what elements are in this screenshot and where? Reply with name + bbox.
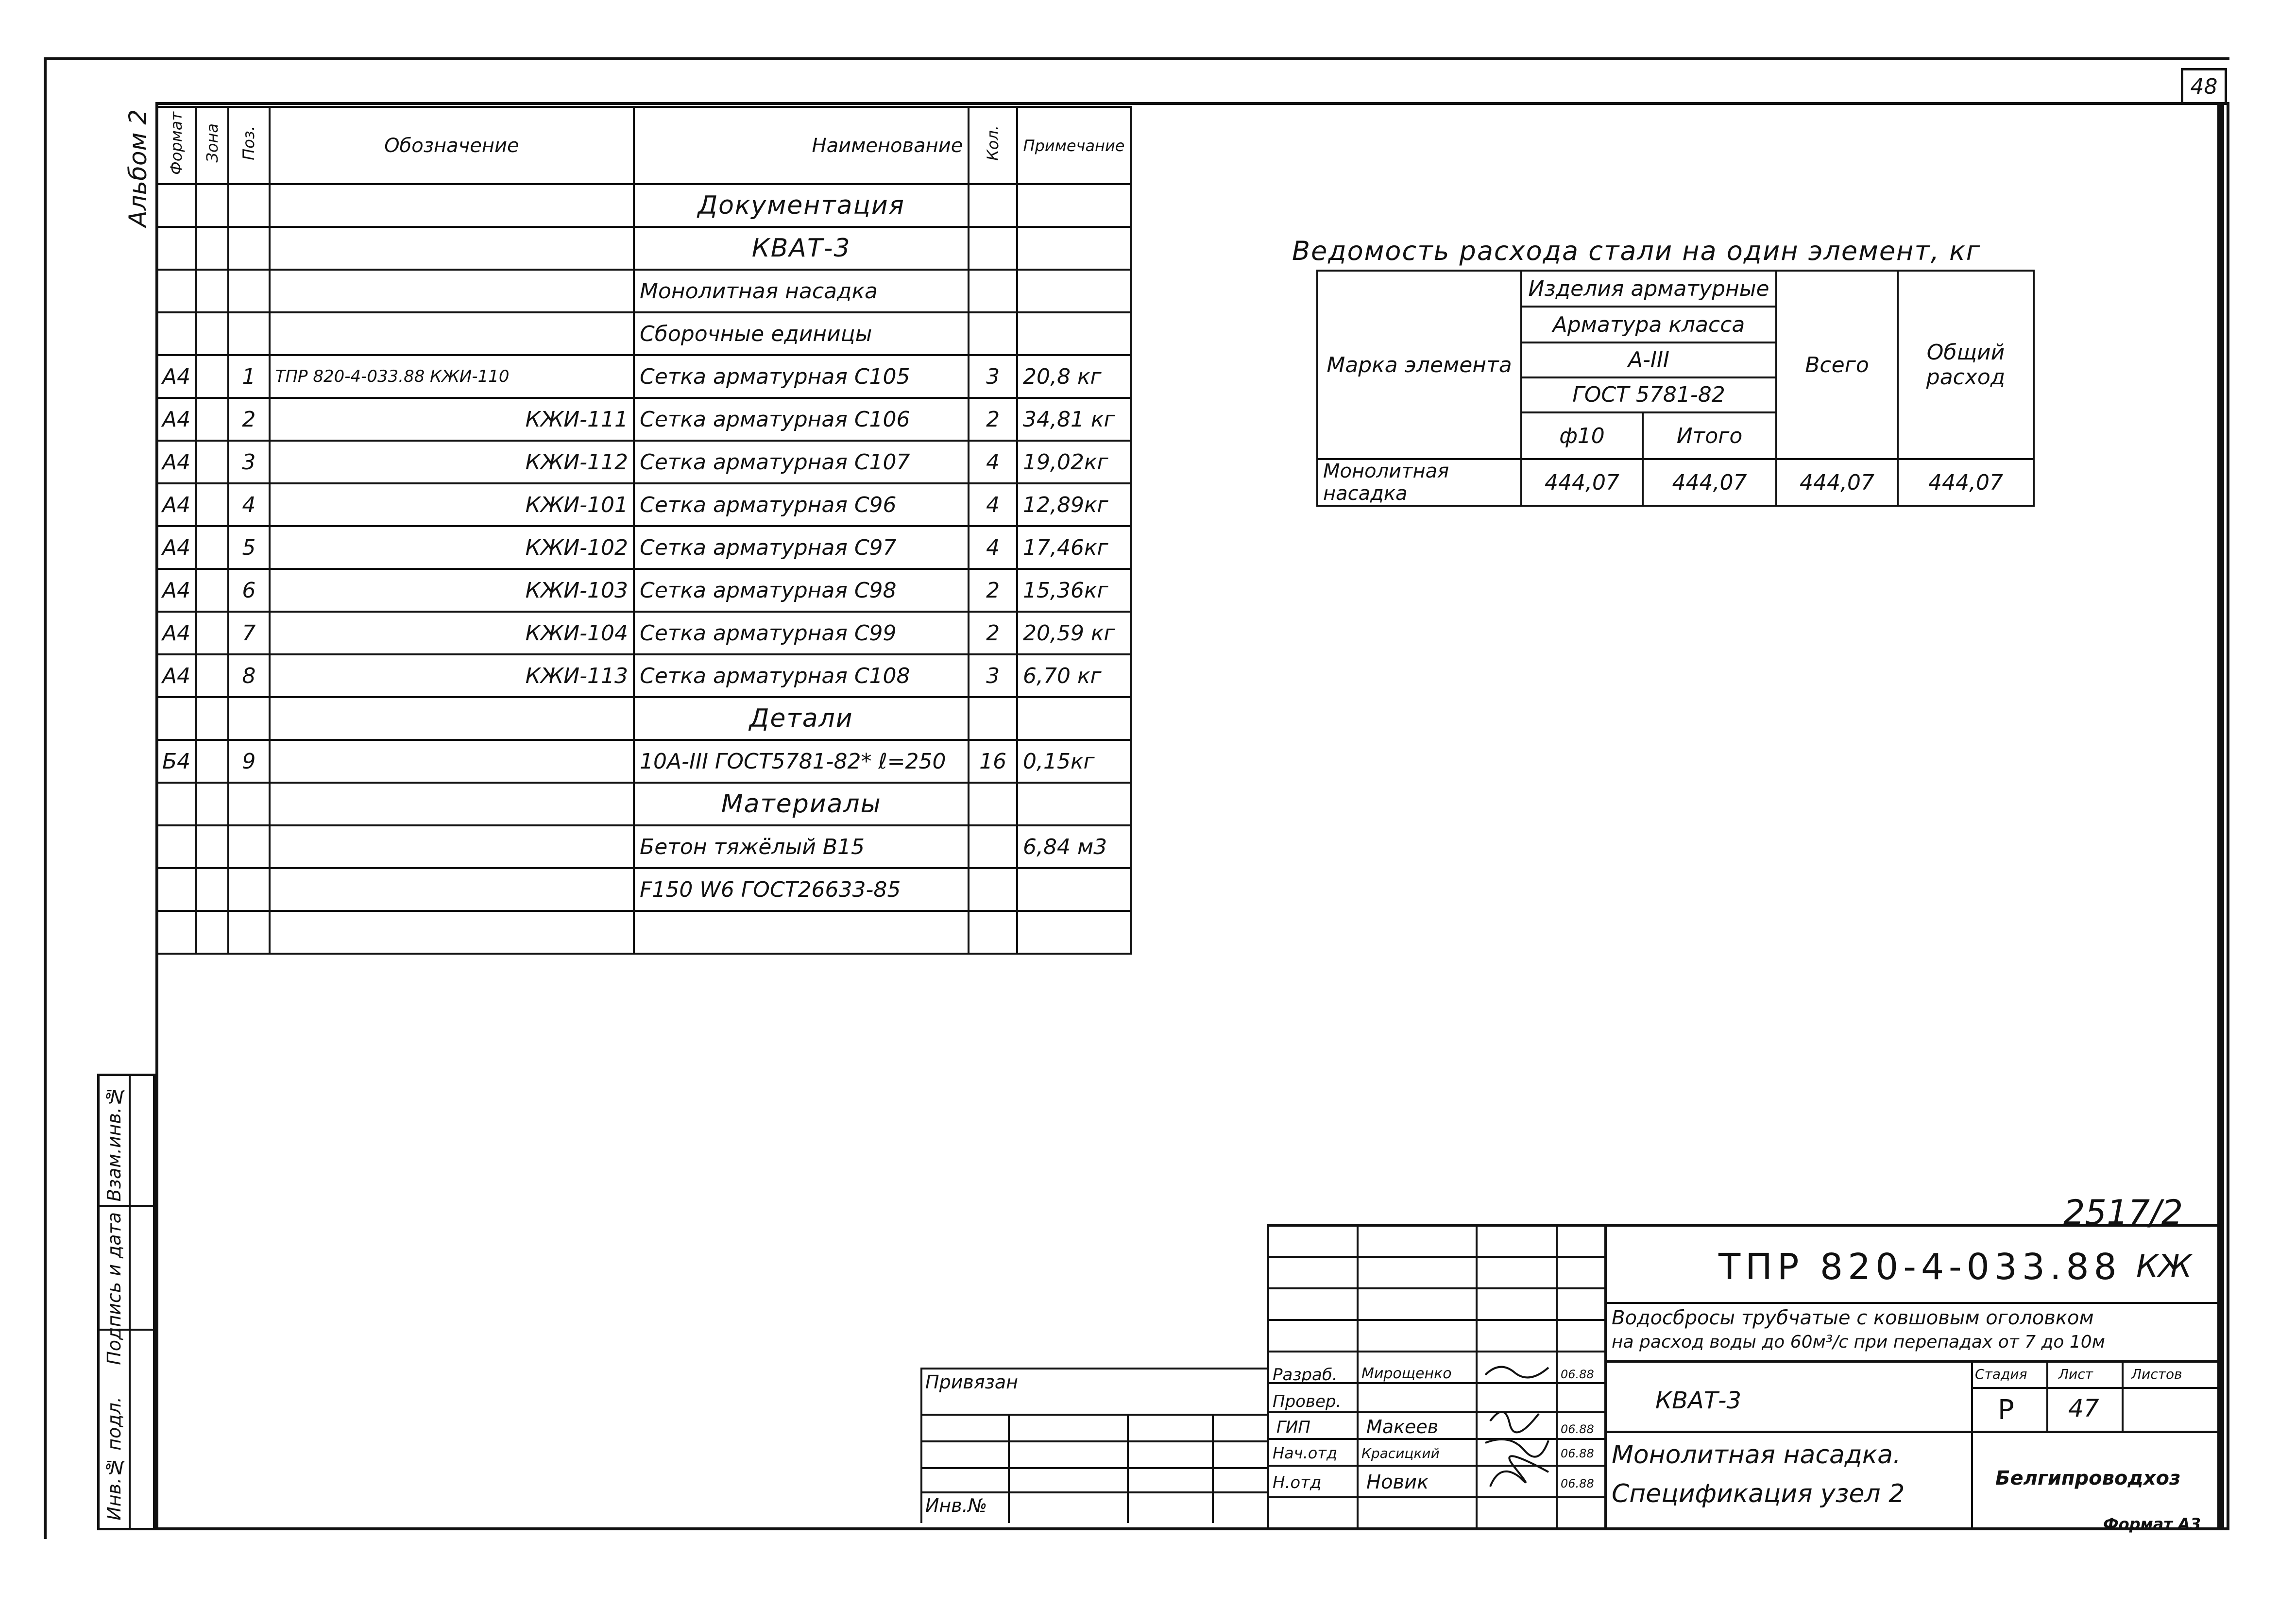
role-0: Разраб. <box>1273 1365 1338 1385</box>
spec-cell-pos: 5 <box>228 526 270 569</box>
spec-cell-qty <box>969 184 1017 227</box>
spec-cell-name: Сетка арматурная С108 <box>634 654 969 697</box>
frame-top-line <box>44 57 2229 60</box>
spec-row <box>156 270 1131 312</box>
role-1: Провер. <box>1273 1392 1342 1411</box>
inv-orig-label: Инв.№ подл. <box>103 1397 125 1521</box>
spec-cell-qty <box>969 911 1017 954</box>
spec-cell-pos: 8 <box>228 654 270 697</box>
spec-cell-note <box>1017 911 1131 954</box>
spec-cell-zone <box>196 868 228 911</box>
spec-cell-zone <box>196 270 228 312</box>
spec-cell-name: Сетка арматурная С96 <box>634 483 969 526</box>
spec-cell-zone <box>196 654 228 697</box>
spec-row <box>156 740 1131 783</box>
spec-cell-designation: КЖИ-111 <box>270 398 634 441</box>
spec-row <box>156 184 1131 227</box>
spec-cell-zone <box>196 184 228 227</box>
inv-no-label: Инв.№ <box>925 1495 987 1516</box>
spec-cell-pos: 9 <box>228 740 270 783</box>
spec-cell-qty <box>969 868 1017 911</box>
spec-cell-zone <box>196 483 228 526</box>
spec-cell-note <box>1017 312 1131 355</box>
name-0: Мирощенко <box>1361 1365 1452 1382</box>
spec-cell-zone <box>196 697 228 740</box>
spec-cell-note <box>1017 697 1131 740</box>
spec-cell-name: Сетка арматурная С98 <box>634 569 969 612</box>
doc-code: 2517/2 <box>2063 1193 2183 1232</box>
header-zone: Зона <box>196 107 228 184</box>
spec-cell-pos: 6 <box>228 569 270 612</box>
spec-cell-zone <box>196 312 228 355</box>
spec-cell-format: А4 <box>156 569 196 612</box>
spec-cell-zone <box>196 569 228 612</box>
album-label: Альбом 2 <box>124 109 152 227</box>
steel-row-overall: 444,07 <box>1898 459 2034 506</box>
steel-row-subtotal: 444,07 <box>1643 459 1776 506</box>
spec-cell-pos <box>228 227 270 270</box>
spec-cell-name: 10А-III ГОСТ5781-82* ℓ=250 <box>634 740 969 783</box>
spec-cell-qty: 2 <box>969 612 1017 654</box>
spec-cell-designation <box>270 911 634 954</box>
spec-cell-note <box>1017 270 1131 312</box>
spec-header-row <box>156 107 1131 184</box>
format-label: Формат А3 <box>2103 1515 2201 1533</box>
spec-row <box>156 355 1131 398</box>
spec-cell-note: 6,84 м3 <box>1017 825 1131 868</box>
sheets-label: Листов <box>2131 1366 2182 1382</box>
privyazan-label: Привязан <box>925 1371 1018 1393</box>
spec-cell-designation: КЖИ-101 <box>270 483 634 526</box>
spec-row <box>156 868 1131 911</box>
sheet-number: 48 <box>2181 68 2227 104</box>
spec-cell-name: Сетка арматурная С97 <box>634 526 969 569</box>
spec-cell-designation <box>270 740 634 783</box>
role-4: Н.отд <box>1273 1473 1322 1492</box>
spec-cell-zone <box>196 526 228 569</box>
date-4: 06.88 <box>1561 1477 1594 1490</box>
role-2: ГИП <box>1276 1418 1310 1437</box>
spec-cell-qty: 4 <box>969 526 1017 569</box>
spec-cell-name: Сборочные единицы <box>634 312 969 355</box>
sheet-label: Лист <box>2058 1366 2093 1382</box>
spec-row <box>156 569 1131 612</box>
spec-row <box>156 483 1131 526</box>
spec-cell-pos: 3 <box>228 441 270 483</box>
designation: ТПР 820-4-033.88 <box>1718 1246 2122 1288</box>
spec-cell-zone <box>196 441 228 483</box>
spec-row <box>156 654 1131 697</box>
spec-cell-qty <box>969 825 1017 868</box>
spec-cell-zone <box>196 783 228 825</box>
mark: КЖ <box>2136 1249 2192 1284</box>
sheet-value: 47 <box>2068 1394 2099 1422</box>
spec-cell-qty: 4 <box>969 483 1017 526</box>
spec-cell-designation <box>270 825 634 868</box>
spec-row <box>156 398 1131 441</box>
spec-cell-qty: 2 <box>969 569 1017 612</box>
steel-total-header: Всего <box>1776 271 1898 459</box>
date-2: 06.88 <box>1561 1422 1594 1436</box>
spec-cell-format: А4 <box>156 398 196 441</box>
spec-row <box>156 697 1131 740</box>
spec-cell-format: А4 <box>156 654 196 697</box>
left-margin-box <box>97 1074 155 1530</box>
spec-cell-pos <box>228 270 270 312</box>
spec-cell-format: Б4 <box>156 740 196 783</box>
spec-cell-name: Сетка арматурная С105 <box>634 355 969 398</box>
spec-cell-designation: КЖИ-104 <box>270 612 634 654</box>
steel-summary-title: Ведомость расхода стали на один элемент, кг <box>1292 236 1981 266</box>
header-name: Наименование <box>634 107 969 184</box>
spec-cell-format <box>156 911 196 954</box>
spec-cell-zone <box>196 612 228 654</box>
spec-cell-designation: КЖИ-102 <box>270 526 634 569</box>
date-3: 06.88 <box>1561 1447 1594 1460</box>
spec-cell-pos <box>228 825 270 868</box>
sheet-title-2: Спецификация узел 2 <box>1612 1479 1905 1508</box>
spec-cell-note: 34,81 кг <box>1017 398 1131 441</box>
spec-cell-name: Сетка арматурная С107 <box>634 441 969 483</box>
spec-cell-qty: 3 <box>969 654 1017 697</box>
spec-cell-note: 20,59 кг <box>1017 612 1131 654</box>
spec-cell-zone <box>196 227 228 270</box>
steel-mark-header: Марка элемента <box>1317 271 1521 459</box>
spec-cell-name: Монолитная насадка <box>634 270 969 312</box>
steel-products-header: Изделия арматурные <box>1521 271 1776 307</box>
spec-cell-note: 19,02кг <box>1017 441 1131 483</box>
spec-cell-note: 6,70 кг <box>1017 654 1131 697</box>
spec-row <box>156 825 1131 868</box>
header-designation: Обозначение <box>270 107 634 184</box>
spec-cell-qty <box>969 697 1017 740</box>
spec-cell-designation <box>270 227 634 270</box>
spec-cell-name: КВАТ-3 <box>634 227 969 270</box>
spec-cell-qty <box>969 312 1017 355</box>
spec-cell-qty <box>969 227 1017 270</box>
spec-cell-name: Детали <box>634 697 969 740</box>
spec-cell-format <box>156 868 196 911</box>
spec-cell-note <box>1017 868 1131 911</box>
spec-cell-format <box>156 227 196 270</box>
specification-table <box>155 106 1132 955</box>
spec-cell-designation: КЖИ-103 <box>270 569 634 612</box>
spec-cell-format <box>156 825 196 868</box>
spec-cell-note: 20,8 кг <box>1017 355 1131 398</box>
spec-cell-pos <box>228 868 270 911</box>
spec-cell-qty <box>969 270 1017 312</box>
spec-cell-designation <box>270 697 634 740</box>
spec-cell-pos <box>228 783 270 825</box>
spec-cell-designation <box>270 783 634 825</box>
spec-cell-name: Материалы <box>634 783 969 825</box>
spec-cell-note: 0,15кг <box>1017 740 1131 783</box>
spec-cell-pos: 4 <box>228 483 270 526</box>
steel-row-dia: 444,07 <box>1521 459 1643 506</box>
spec-row <box>156 911 1131 954</box>
spec-cell-format: А4 <box>156 612 196 654</box>
spec-cell-zone <box>196 825 228 868</box>
name-4: Новик <box>1366 1471 1429 1493</box>
project-title-1: Водосбросы трубчатые с ковшовым оголовком <box>1612 1307 2094 1329</box>
spec-cell-zone <box>196 740 228 783</box>
spec-cell-designation <box>270 270 634 312</box>
spec-cell-format: А4 <box>156 526 196 569</box>
spec-cell-name: F150 W6 ГОСТ26633-85 <box>634 868 969 911</box>
spec-cell-format <box>156 697 196 740</box>
spec-cell-format: А4 <box>156 483 196 526</box>
spec-row <box>156 783 1131 825</box>
spec-cell-name: Сетка арматурная С99 <box>634 612 969 654</box>
spec-cell-designation: КЖИ-113 <box>270 654 634 697</box>
sign-date-label: Подпись и дата <box>103 1212 125 1365</box>
spec-row <box>156 612 1131 654</box>
spec-cell-name: Документация <box>634 184 969 227</box>
steel-class-value: А-III ГОСТ 5781-82 <box>1521 342 1776 412</box>
spec-cell-format <box>156 312 196 355</box>
spec-cell-format <box>156 270 196 312</box>
spec-cell-note: 12,89кг <box>1017 483 1131 526</box>
spec-cell-designation <box>270 184 634 227</box>
inv-replace-label: Взам.инв.№ <box>103 1086 125 1202</box>
header-format: Формат <box>156 107 196 184</box>
steel-row-mark: Монолитная насадка <box>1317 459 1521 506</box>
spec-cell-designation: ТПР 820-4-033.88 КЖИ-110 <box>270 355 634 398</box>
spec-cell-pos <box>228 697 270 740</box>
stage-value: Р <box>1998 1394 2014 1426</box>
spec-cell-note: 15,36кг <box>1017 569 1131 612</box>
spec-cell-name: Бетон тяжёлый В15 <box>634 825 969 868</box>
spec-cell-designation: КЖИ-112 <box>270 441 634 483</box>
spec-cell-qty: 3 <box>969 355 1017 398</box>
steel-summary-table <box>1316 270 2035 507</box>
spec-cell-pos: 7 <box>228 612 270 654</box>
spec-cell-format <box>156 783 196 825</box>
spec-cell-zone <box>196 911 228 954</box>
header-pos: Поз. <box>228 107 270 184</box>
organization: Белгипроводхоз <box>1995 1467 2181 1489</box>
signatures-graphic <box>1480 1355 1553 1496</box>
spec-cell-format: А4 <box>156 441 196 483</box>
steel-data-row <box>1317 459 2034 506</box>
role-3: Нач.отд <box>1273 1444 1338 1462</box>
spec-cell-qty: 16 <box>969 740 1017 783</box>
spec-cell-pos: 2 <box>228 398 270 441</box>
steel-row-total: 444,07 <box>1776 459 1898 506</box>
title-block <box>1267 1193 2220 1530</box>
spec-cell-zone <box>196 355 228 398</box>
spec-cell-pos <box>228 184 270 227</box>
spec-cell-qty: 4 <box>969 441 1017 483</box>
stage-label: Стадия <box>1975 1366 2027 1382</box>
spec-cell-designation <box>270 312 634 355</box>
header-qty: Кол. <box>969 107 1017 184</box>
project-title-2: на расход воды до 60м³/с при перепадах от 7 до 10м <box>1612 1332 2105 1352</box>
sheet-title-1: Монолитная насадка. <box>1612 1440 1901 1470</box>
spec-cell-qty <box>969 783 1017 825</box>
steel-dia-header: ф10 <box>1521 412 1643 459</box>
spec-row <box>156 441 1131 483</box>
spec-cell-note <box>1017 227 1131 270</box>
spec-row <box>156 227 1131 270</box>
steel-subtotal-header: Итого <box>1643 412 1776 459</box>
header-note: Примечание <box>1017 107 1131 184</box>
frame-left-line <box>44 57 47 1539</box>
spec-cell-pos <box>228 911 270 954</box>
spec-cell-zone <box>196 398 228 441</box>
spec-cell-name <box>634 911 969 954</box>
privyazan-block <box>920 1368 1268 1523</box>
spec-cell-name: Сетка арматурная С106 <box>634 398 969 441</box>
spec-cell-designation <box>270 868 634 911</box>
spec-cell-qty: 2 <box>969 398 1017 441</box>
name-2: Макеев <box>1366 1416 1439 1438</box>
spec-cell-note <box>1017 184 1131 227</box>
spec-cell-pos <box>228 312 270 355</box>
spec-cell-format <box>156 184 196 227</box>
steel-class-header: Арматура класса <box>1521 307 1776 342</box>
spec-cell-note: 17,46кг <box>1017 526 1131 569</box>
spec-cell-note <box>1017 783 1131 825</box>
object-name: КВАТ-3 <box>1655 1387 1742 1414</box>
spec-cell-format: А4 <box>156 355 196 398</box>
spec-row <box>156 526 1131 569</box>
spec-row <box>156 312 1131 355</box>
date-0: 06.88 <box>1561 1368 1594 1381</box>
steel-overall-header: Общий расход <box>1898 271 2034 459</box>
spec-cell-pos: 1 <box>228 355 270 398</box>
name-3: Красицкий <box>1361 1445 1440 1461</box>
